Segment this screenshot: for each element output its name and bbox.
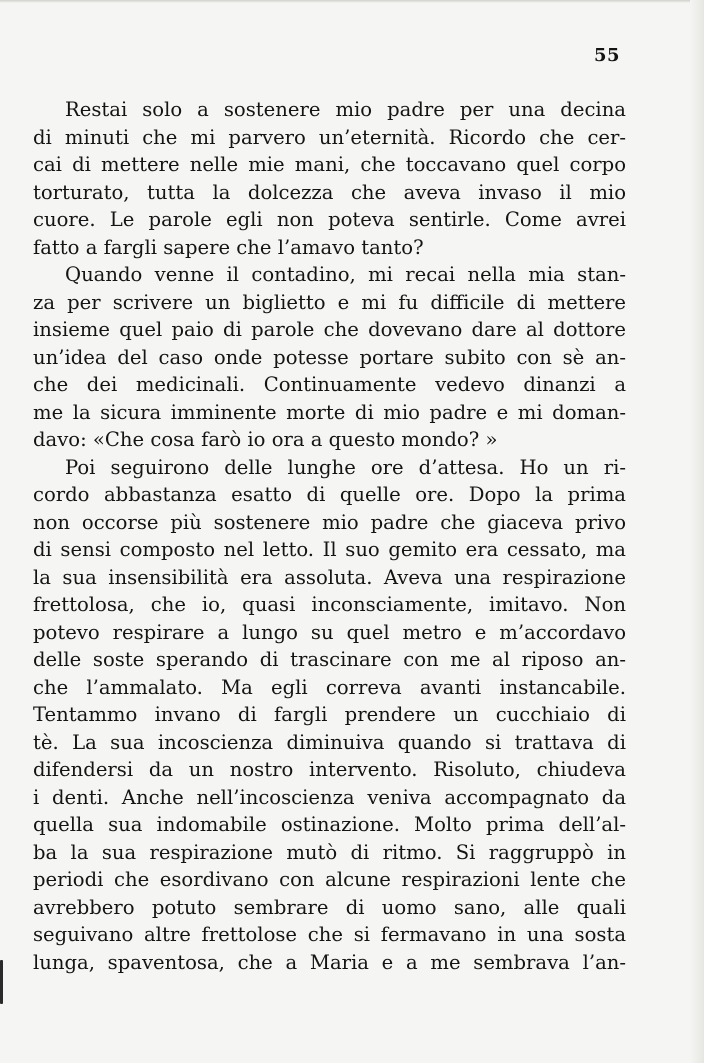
text-line: di sensi composto nel letto. Il suo gemito era cessato, ma (33, 538, 626, 561)
text-line: non occorse più sostenere mio padre che giaceva privo (33, 510, 626, 534)
page-number: 55 (593, 45, 620, 66)
text-line: avrebbero potuto sembrare di uomo sano, alle quali (33, 895, 626, 919)
body-text (33, 96, 626, 976)
text-line: quella sua indomabile ostinazione. Molto prima dell’al- (33, 813, 626, 836)
text-line: cai di mettere nelle mie mani, che toccavano quel corpo (33, 153, 626, 176)
text-line: Tentammo invano di fargli prendere un cucchiaio di (33, 703, 626, 726)
text-line: torturato, tutta la dolcezza che aveva invaso il mio (33, 180, 626, 204)
text-line: la sua insensibilità era assoluta. Aveva una respirazione (33, 565, 626, 589)
text-line: difendersi da un nostro intervento. Risoluto, chiudeva (33, 758, 626, 781)
text-line: insieme quel paio di parole che dovevano dare al dottore (33, 318, 626, 341)
text-line: ba la sua respirazione mutò di ritmo. Si raggruppò in (33, 840, 626, 864)
text-line: Poi seguirono delle lunghe ore d’attesa. Ho un ri- (65, 455, 626, 479)
page-top-edge-shadow (0, 0, 704, 3)
text-line: me la sicura imminente morte di mio padre e mi doman- (33, 400, 626, 424)
text-line: za per scrivere un biglietto e mi fu difficile di mettere (33, 290, 626, 314)
text-line: un’idea del caso onde potesse portare subito con sè an- (33, 345, 626, 369)
text-line: frettolosa, che io, quasi inconsciamente, imitavo. Non (33, 593, 626, 616)
page-gutter-shadow (690, 0, 704, 1063)
text-line: i denti. Anche nell’incoscienza veniva accompagnato da (33, 785, 626, 809)
text-line: delle soste sperando di trascinare con me al riposo an- (33, 648, 626, 671)
scan-edge-mark (0, 960, 3, 1004)
text-line: Restai solo a sostenere mio padre per una decina (65, 98, 626, 121)
text-line: che l’ammalato. Ma egli correva avanti instancabile. (33, 675, 626, 699)
text-line: di minuti che mi parvero un’eternità. Ricordo che cer- (33, 125, 626, 149)
text-line: Quando venne il contadino, mi recai nella mia stan- (65, 263, 626, 286)
text-line: seguivano altre frettolose che si fermavano in una sosta (33, 923, 626, 946)
text-line: potevo respirare a lungo su quel metro e m’accordavo (33, 620, 626, 644)
text-line: lunga, spaventosa, che a Maria e a me sembrava l’an- (33, 950, 626, 974)
text-line: periodi che esordivano con alcune respirazioni lente che (33, 868, 626, 891)
text-line: fatto a fargli sapere che l’amavo tanto? (33, 235, 424, 259)
text-line: tè. La sua incoscienza diminuiva quando si trattava di (33, 730, 626, 754)
text-line: che dei medicinali. Continuamente vedevo dinanzi a (33, 373, 626, 396)
text-line: cordo abbastanza esatto di quelle ore. Dopo la prima (33, 483, 626, 506)
text-line: cuore. Le parole egli non poteva sentirle. Come avrei (33, 208, 626, 231)
text-line: davo: «Che cosa farò io ora a questo mondo? » (33, 428, 498, 451)
